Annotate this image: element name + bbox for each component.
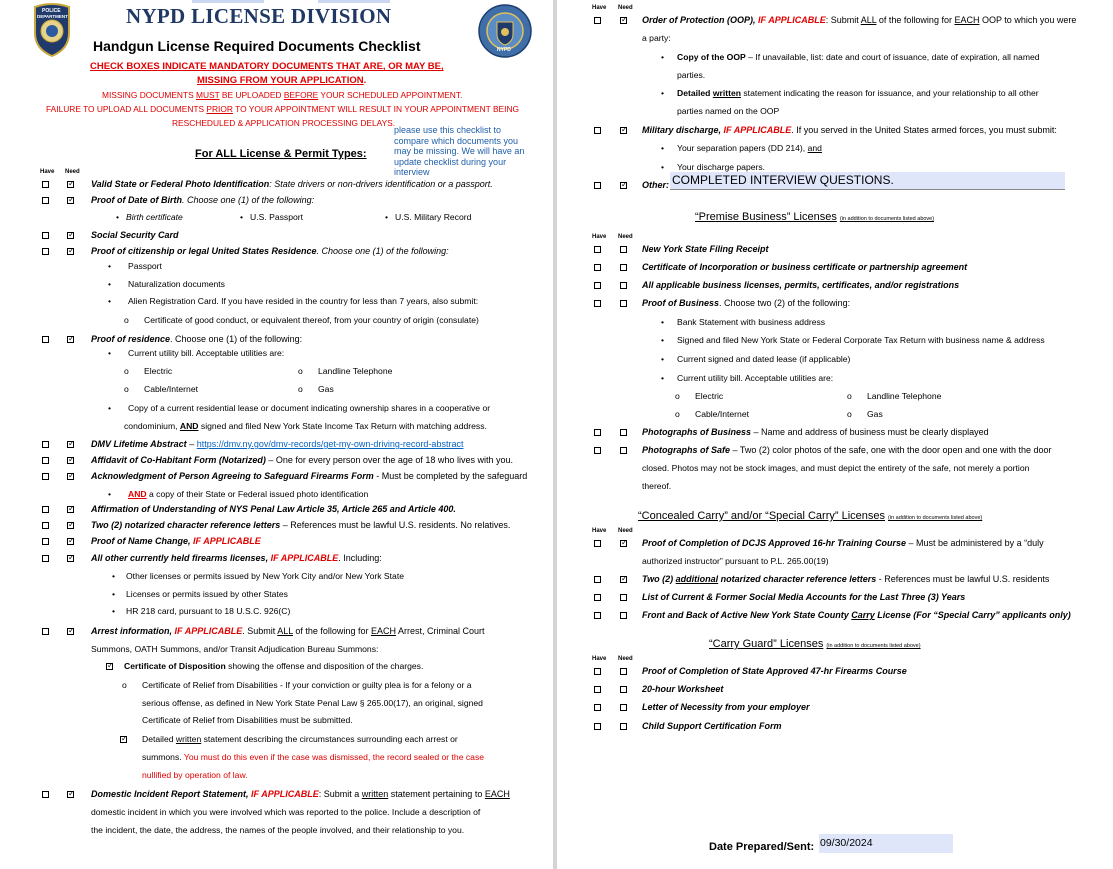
have-checkbox[interactable]	[594, 576, 601, 583]
have-checkbox[interactable]	[594, 127, 601, 134]
have-checkbox[interactable]	[42, 336, 49, 343]
option-birth-certificate: • Birth certificate	[116, 212, 183, 222]
need-checkbox[interactable]	[67, 197, 74, 204]
have-checkbox[interactable]	[594, 612, 601, 619]
need-column-header: Need	[65, 169, 80, 175]
item-20hr-worksheet: 20-hour Worksheet	[642, 684, 724, 694]
domestic-incident-cont: the incident, the date, the address, the names of the people involved, and their relationship to you.	[91, 825, 465, 835]
biz-bank-statement: • Bank Statement with business address	[661, 317, 826, 327]
utility-cable: o Cable/Internet	[675, 409, 749, 419]
have-checkbox[interactable]	[594, 300, 601, 307]
need-checkbox[interactable]	[67, 522, 74, 529]
item-detailed-statement: Detailed written statement describing the circumstances surrounding each arrest or	[142, 734, 458, 744]
item-social-media: List of Current & Former Social Media Accounts for the Last Three (3) Years	[642, 592, 966, 602]
item-additional-references: Two (2) additional notarized character reference letters - References must be lawful U.S. residents	[642, 574, 1050, 584]
need-checkbox[interactable]	[620, 594, 627, 601]
have-checkbox[interactable]	[42, 473, 49, 480]
have-checkbox[interactable]	[594, 246, 601, 253]
mil-separation: • Your separation papers (DD 214), and	[661, 143, 822, 153]
option-lease: • Copy of a current residential lease or document indicating ownership shares in a cooperative or	[108, 403, 491, 413]
option-nyc-licenses: • Other licenses or permits issued by New York City and/or New York State	[112, 571, 404, 581]
photos-safe-cont: thereof.	[642, 481, 672, 491]
need-checkbox[interactable]	[67, 473, 74, 480]
option-hr218: • HR 218 card, pursuant to 18 U.S.C. 926(C)	[112, 606, 291, 616]
item-photo-id: Valid State or Federal Photo Identification: State drivers or non-drivers identification or a passport.	[91, 179, 493, 189]
utility-landline: o Landline Telephone	[298, 366, 393, 376]
warning-line-1: CHECK BOXES INDICATE MANDATORY DOCUMENTS THAT ARE, OR MAY BE,	[90, 61, 444, 72]
need-column-header: Need	[618, 656, 633, 662]
checklist-page-2	[557, 0, 1113, 869]
item-proof-of-business: Proof of Business. Choose two (2) of the following:	[642, 298, 851, 308]
have-checkbox[interactable]	[42, 538, 49, 545]
have-checkbox[interactable]	[42, 522, 49, 529]
biz-utility-bill: • Current utility bill. Acceptable utilities are:	[661, 373, 834, 383]
patch-text: DEPARTMENT	[37, 14, 68, 19]
item-domestic-incident: Domestic Incident Report Statement, IF APPLICABLE: Submit a written statement pertaining to EACH	[91, 789, 510, 799]
have-checkbox[interactable]	[594, 723, 601, 730]
have-column-header: Have	[40, 169, 55, 175]
item-carry-license: Front and Back of Active New York State County Carry License (For “Special Carry” applicants only)	[642, 610, 1071, 620]
have-checkbox[interactable]	[42, 441, 49, 448]
have-checkbox[interactable]	[594, 282, 601, 289]
need-checkbox[interactable]	[620, 576, 627, 583]
have-checkbox[interactable]	[594, 686, 601, 693]
item-date-of-birth: Proof of Date of Birth. Choose one (1) of the following:	[91, 195, 315, 205]
oop-copy: • Copy of the OOP – If unavailable, list: date and court of issuance, date of expiration, all named	[661, 52, 1040, 62]
other-field-value: COMPLETED INTERVIEW QUESTIONS.	[672, 173, 894, 187]
need-checkbox[interactable]	[620, 282, 627, 289]
safeguard-id: • AND a copy of their State or Federal issued photo identification	[108, 489, 369, 499]
biz-lease: • Current signed and dated lease (if applicable)	[661, 354, 851, 364]
item-cohabitant: Affidavit of Co-Habitant Form (Notarized) – One for every person over the age of 18 who lives with you.	[91, 455, 513, 465]
need-checkbox[interactable]	[67, 538, 74, 545]
date-prepared-label: Date Prepared/Sent:	[709, 841, 815, 853]
item-photos-business: Photographs of Business – Name and address of business must be clearly displayed	[642, 427, 989, 437]
statement-checkbox[interactable]	[120, 736, 127, 743]
have-column-header: Have	[592, 234, 607, 240]
item-proof-of-residence: Proof of residence. Choose one (1) of the following:	[91, 334, 303, 344]
have-checkbox[interactable]	[42, 197, 49, 204]
need-checkbox[interactable]	[67, 506, 74, 513]
need-checkbox[interactable]	[620, 264, 627, 271]
item-other-licenses: All other currently held firearms licenses, IF APPLICABLE. Including:	[91, 553, 382, 563]
item-name-change: Proof of Name Change, IF APPLICABLE	[91, 536, 261, 546]
option-other-states: • Licenses or permits issued by other States	[112, 589, 288, 599]
have-checkbox[interactable]	[42, 791, 49, 798]
have-checkbox[interactable]	[594, 182, 601, 189]
need-column-header: Need	[618, 5, 633, 11]
date-prepared-field[interactable]	[819, 834, 953, 853]
photos-safe-cont: closed. Photos may not be stock images, and must depict the entirety of the safe, not merely a portion	[642, 463, 1030, 473]
oop-copy-cont: parties.	[677, 70, 706, 80]
need-checkbox[interactable]	[620, 127, 627, 134]
annotation-note: please use this checklist to compare which documents you may be missing. We will have an update checklist during your interview	[394, 125, 525, 177]
need-checkbox[interactable]	[67, 336, 74, 343]
have-checkbox[interactable]	[594, 264, 601, 271]
have-checkbox[interactable]	[42, 628, 49, 635]
need-checkbox[interactable]	[620, 17, 627, 24]
license-division-seal	[478, 4, 532, 58]
other-field[interactable]	[670, 172, 1065, 190]
checklist-page-1	[0, 0, 553, 869]
oop-statement-cont: parties named on the OOP	[677, 106, 780, 116]
need-checkbox[interactable]	[620, 300, 627, 307]
item-arrest-information: Arrest information, IF APPLICABLE. Submit ALL of the following for EACH Arrest, Criminal Court	[91, 626, 485, 636]
item-relief-cont: Certificate of Relief from Disabilities must be submitted.	[142, 715, 353, 725]
selection-highlight	[192, 0, 264, 3]
have-checkbox[interactable]	[594, 668, 601, 675]
item-relief-cont: serious offense, as defined in New York State Penal Law § 265.00(17), an original, signed	[142, 698, 483, 708]
option-utility-bill: • Current utility bill. Acceptable utilities are:	[108, 348, 285, 358]
have-checkbox[interactable]	[594, 540, 601, 547]
option-naturalization: • Naturalization documents	[108, 279, 225, 289]
item-detailed-statement-cont: nullified by operation of law.	[142, 770, 248, 780]
need-column-header: Need	[618, 234, 633, 240]
item-child-support: Child Support Certification Form	[642, 721, 782, 731]
need-checkbox[interactable]	[67, 555, 74, 562]
need-checkbox[interactable]	[67, 791, 74, 798]
have-checkbox[interactable]	[594, 594, 601, 601]
item-reference-letters: Two (2) notarized character reference letters – References must be lawful U.S. residents. No relatives.	[91, 520, 511, 530]
item-affirmation: Affirmation of Understanding of NYS Penal Law Article 35, Article 265 and Article 400.	[91, 504, 456, 514]
need-checkbox[interactable]	[620, 612, 627, 619]
item-disposition: Certificate of Disposition showing the offense and disposition of the charges.	[124, 661, 424, 671]
option-passport: • Passport	[108, 261, 162, 271]
utility-landline: o Landline Telephone	[847, 391, 942, 401]
oop-cont: a party:	[642, 33, 671, 43]
page-title: NYPD LICENSE DIVISION	[126, 4, 392, 28]
have-checkbox[interactable]	[594, 429, 601, 436]
failure-notice-2: RESCHEDULED & APPLICATION PROCESSING DELAYS.	[172, 118, 396, 128]
failure-notice: FAILURE TO UPLOAD ALL DOCUMENTS PRIOR TO YOUR APPOINTMENT WILL RESULT IN YOUR APPOINTMENT BEING	[46, 104, 520, 114]
need-checkbox[interactable]	[67, 441, 74, 448]
item-incorporation: Certificate of Incorporation or business certificate or partnership agreement	[642, 262, 968, 272]
utility-gas: o Gas	[298, 384, 334, 394]
upload-notice: MISSING DOCUMENTS MUST BE UPLOADED BEFORE YOUR SCHEDULED APPOINTMENT.	[102, 90, 463, 100]
need-checkbox[interactable]	[620, 686, 627, 693]
need-checkbox[interactable]	[620, 704, 627, 711]
item-photos-safe: Photographs of Safe – Two (2) color photos of the safe, one with the door open and one with the door	[642, 445, 1052, 455]
arrest-summons: Summons, OATH Summons, and/or Transit Adjudication Bureau Summons:	[91, 644, 379, 654]
item-business-licenses: All applicable business licenses, permits, certificates, and/or registrations	[642, 280, 960, 290]
item-47hr-course: Proof of Completion of State Approved 47-hr Firearms Course	[642, 666, 907, 676]
have-checkbox[interactable]	[42, 181, 49, 188]
have-checkbox[interactable]	[42, 506, 49, 513]
need-checkbox[interactable]	[67, 248, 74, 255]
carry-guard-section-title: “Carry Guard” Licenses (in addition to documents listed above)	[709, 638, 921, 650]
utility-cable: o Cable/Internet	[124, 384, 198, 394]
concealed-carry-section-title: “Concealed Carry” and/or “Special Carry” Licenses (in addition to documents listed above)	[638, 510, 983, 522]
premise-section-title: “Premise Business” Licenses (in addition to documents listed above)	[695, 211, 935, 223]
utility-electric: o Electric	[675, 391, 724, 401]
domestic-incident-cont: domestic incident in which you were involved which was reported to the police. Include a description of	[91, 807, 481, 817]
need-checkbox[interactable]	[620, 540, 627, 547]
option-us-passport: • U.S. Passport	[240, 212, 304, 222]
item-citizenship: Proof of citizenship or legal United States Residence. Choose one (1) of the following:	[91, 246, 449, 256]
dcjs-training-cont: authorized instructor” pursuant to P.L. 265.00(19)	[642, 556, 829, 566]
item-social-security-card: Social Security Card	[91, 230, 179, 240]
need-checkbox[interactable]	[620, 668, 627, 675]
item-military-discharge: Military discharge, IF APPLICABLE. If you served in the United States armed forces, you must submit:	[642, 125, 1057, 135]
have-checkbox[interactable]	[594, 17, 601, 24]
option-military-record: • U.S. Military Record	[385, 212, 472, 222]
need-column-header: Need	[618, 528, 633, 534]
oop-statement: • Detailed written statement indicating the reason for issuance, and your relationship to all other	[661, 88, 1039, 98]
need-checkbox[interactable]	[620, 246, 627, 253]
utility-gas: o Gas	[847, 409, 883, 419]
item-filing-receipt: New York State Filing Receipt	[642, 244, 769, 254]
have-column-header: Have	[592, 5, 607, 11]
need-checkbox[interactable]	[620, 447, 627, 454]
item-relief: o Certificate of Relief from Disabilities - If your conviction or guilty plea is for a felony or a	[122, 680, 472, 690]
item-detailed-statement-cont: summons. You must do this even if the case was dismissed, the record sealed or the case	[142, 752, 485, 762]
option-good-conduct: o Certificate of good conduct, or equivalent thereof, from your country of origin (consulate)	[124, 315, 479, 325]
need-checkbox[interactable]	[67, 628, 74, 635]
warning-line-2: MISSING FROM YOUR APPLICATION.	[197, 75, 367, 86]
mil-discharge: • Your discharge papers.	[661, 162, 766, 172]
disposition-checkbox[interactable]	[106, 663, 113, 670]
item-order-of-protection: Order of Protection (OOP), IF APPLICABLE: Submit ALL of the following for EACH OOP to which you were	[642, 15, 1077, 25]
have-column-header: Have	[592, 528, 607, 534]
have-checkbox[interactable]	[594, 447, 601, 454]
item-dmv-abstract: DMV Lifetime Abstract – https://dmv.ny.gov/dmv-records/get-my-own-driving-record-abstract	[91, 439, 464, 449]
selection-highlight	[318, 0, 390, 3]
item-letter-of-necessity: Letter of Necessity from your employer	[642, 702, 810, 712]
utility-electric: o Electric	[124, 366, 173, 376]
seal-text: NYPD	[497, 47, 511, 53]
item-safeguard: Acknowledgment of Person Agreeing to Safeguard Firearms Form - Must be completed by the safeguard	[91, 471, 528, 481]
have-column-header: Have	[592, 656, 607, 662]
document-subtitle: Handgun License Required Documents Checklist	[93, 38, 421, 54]
need-checkbox[interactable]	[620, 723, 627, 730]
have-checkbox[interactable]	[42, 457, 49, 464]
have-checkbox[interactable]	[42, 248, 49, 255]
option-lease-cont: condominium, AND signed and filed New York State Income Tax Return with matching address.	[124, 421, 487, 431]
have-checkbox[interactable]	[594, 704, 601, 711]
option-alien-registration: • Alien Registration Card. If you have resided in the country for less than 7 years, also submit:	[108, 296, 479, 306]
dmv-link[interactable]: https://dmv.ny.gov/dmv-records/get-my-own-driving-record-abstract	[196, 439, 464, 449]
section-title-all: For ALL License & Permit Types:	[195, 148, 367, 160]
have-checkbox[interactable]	[42, 555, 49, 562]
biz-tax-return: • Signed and filed New York State or Federal Corporate Tax Return with business name & address	[661, 335, 1045, 345]
have-checkbox[interactable]	[42, 232, 49, 239]
other-label: Other:	[642, 180, 669, 190]
nypd-patch-logo	[31, 3, 73, 57]
need-checkbox[interactable]	[67, 232, 74, 239]
need-checkbox[interactable]	[620, 429, 627, 436]
need-checkbox[interactable]	[67, 457, 74, 464]
need-checkbox[interactable]	[620, 182, 627, 189]
need-checkbox[interactable]	[67, 181, 74, 188]
patch-text: POLICE	[42, 8, 61, 14]
item-dcjs-training: Proof of Completion of DCJS Approved 16-hr Training Course – Must be administered by a “duly	[642, 538, 1044, 548]
date-prepared-value: 09/30/2024	[820, 837, 873, 849]
